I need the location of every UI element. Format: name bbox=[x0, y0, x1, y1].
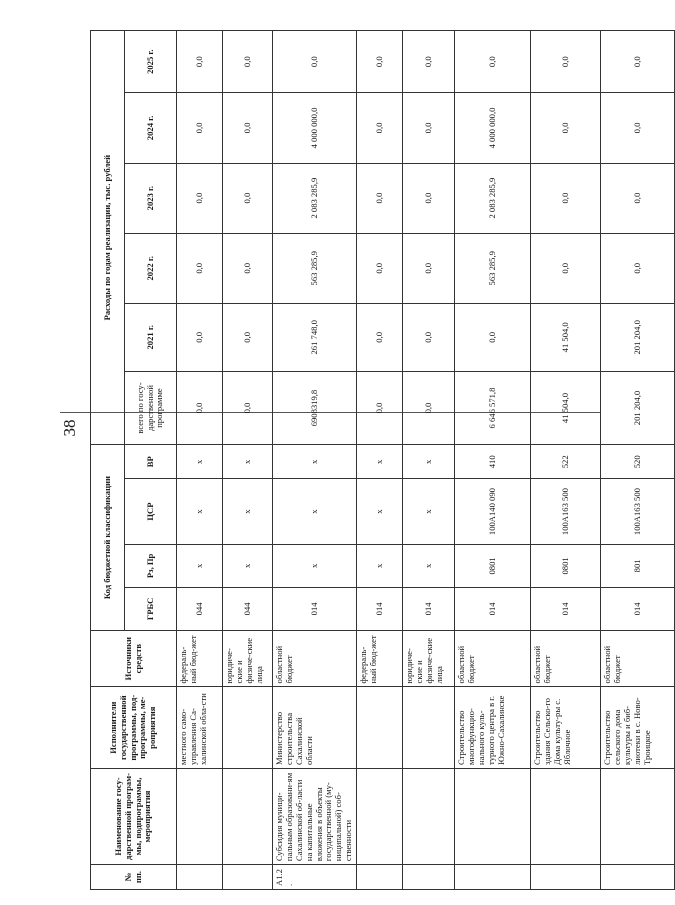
cell-csr: x bbox=[357, 479, 403, 545]
header-csr: ЦСР bbox=[125, 479, 177, 545]
cell-executor: Строительство здания Сельско-го Дома культу-ры с. Яблочное bbox=[531, 687, 601, 768]
cell-name bbox=[601, 768, 675, 864]
table-row bbox=[223, 31, 273, 890]
header-2025: 2025 г. bbox=[125, 31, 177, 93]
cell-executor bbox=[357, 687, 403, 768]
cell-source: федераль-ный бюд-жет bbox=[357, 630, 403, 687]
cell-name bbox=[403, 768, 455, 864]
table-row bbox=[455, 31, 531, 890]
cell-2022: 0,0 bbox=[177, 233, 223, 303]
cell-2022: 0,0 bbox=[531, 233, 601, 303]
cell-total: 201 204,0 bbox=[601, 371, 675, 445]
cell-2025: 0,0 bbox=[223, 31, 273, 93]
cell-total: 0,0 bbox=[177, 371, 223, 445]
cell-source: областной бюджет bbox=[601, 630, 675, 687]
cell-2023: 2 083 285,9 bbox=[455, 163, 531, 233]
cell-rzpr: 0801 bbox=[455, 544, 531, 587]
cell-2024: 4 000 000,0 bbox=[273, 93, 357, 163]
cell-2024: 0,0 bbox=[223, 93, 273, 163]
cell-csr: 100А163 500 bbox=[531, 479, 601, 545]
cell-source: областной бюджет bbox=[273, 630, 357, 687]
cell-source: областной бюджет bbox=[455, 630, 531, 687]
cell-2024: 0,0 bbox=[531, 93, 601, 163]
cell-grbs: 014 bbox=[531, 587, 601, 630]
cell-2022: 563 285,9 bbox=[273, 233, 357, 303]
budget-table bbox=[90, 30, 675, 890]
header-num: № пп. bbox=[91, 865, 177, 890]
cell-name bbox=[531, 768, 601, 864]
cell-num bbox=[601, 865, 675, 890]
cell-2025: 0,0 bbox=[357, 31, 403, 93]
cell-grbs: 014 bbox=[357, 587, 403, 630]
cell-vr: 522 bbox=[531, 445, 601, 479]
cell-num bbox=[357, 865, 403, 890]
header-2024: 2024 г. bbox=[125, 93, 177, 163]
rotated-table-container bbox=[90, 30, 652, 890]
cell-grbs: 014 bbox=[601, 587, 675, 630]
cell-2022: 563 285,9 bbox=[455, 233, 531, 303]
cell-rzpr: x bbox=[177, 544, 223, 587]
cell-2024: 4 000 000,0 bbox=[455, 93, 531, 163]
cell-csr: 100А140 090 bbox=[455, 479, 531, 545]
cell-2023: 0,0 bbox=[403, 163, 455, 233]
page-number: 38 bbox=[60, 419, 79, 437]
cell-2021: 0,0 bbox=[403, 303, 455, 371]
cell-num bbox=[455, 865, 531, 890]
cell-vr: x bbox=[177, 445, 223, 479]
table-row bbox=[531, 31, 601, 890]
header-grbs: ГРБС bbox=[125, 587, 177, 630]
cell-executor: Строительство многофункцио-нального куль-турного центра в г. Южно-Сахалинске bbox=[455, 687, 531, 768]
cell-num: А1.2. bbox=[273, 865, 357, 890]
cell-csr: x bbox=[177, 479, 223, 545]
cell-2024: 0,0 bbox=[403, 93, 455, 163]
cell-num bbox=[177, 865, 223, 890]
cell-2024: 0,0 bbox=[601, 93, 675, 163]
cell-vr: x bbox=[403, 445, 455, 479]
cell-2021: 261 748,0 bbox=[273, 303, 357, 371]
cell-2023: 0,0 bbox=[177, 163, 223, 233]
cell-executor: местного само-управления Са-халинской обла-сти bbox=[177, 687, 223, 768]
cell-rzpr: x bbox=[403, 544, 455, 587]
cell-grbs: 044 bbox=[223, 587, 273, 630]
cell-name bbox=[223, 768, 273, 864]
cell-2025: 0,0 bbox=[531, 31, 601, 93]
table-row bbox=[601, 31, 675, 890]
cell-vr: x bbox=[273, 445, 357, 479]
cell-vr: x bbox=[357, 445, 403, 479]
header-expenses: Расходы по годам реализации, тыс. рублей bbox=[91, 31, 125, 445]
cell-rzpr: x bbox=[357, 544, 403, 587]
header-2023: 2023 г. bbox=[125, 163, 177, 233]
header-2022: 2022 г. bbox=[125, 233, 177, 303]
cell-2023: 0,0 bbox=[223, 163, 273, 233]
cell-2022: 0,0 bbox=[601, 233, 675, 303]
cell-name: Субсидия муници-пальным образовани-ям Сахалинской об-ласти на капитальные вложения в объекты государственной (му-ниципальной) соб-ственности bbox=[273, 768, 357, 864]
header-source: Источники средств bbox=[91, 630, 177, 687]
cell-2025: 0,0 bbox=[601, 31, 675, 93]
cell-num bbox=[403, 865, 455, 890]
cell-source: юридиче-ские и физиче-ские лица bbox=[223, 630, 273, 687]
cell-total: 6 646 571,8 bbox=[455, 371, 531, 445]
cell-2022: 0,0 bbox=[223, 233, 273, 303]
cell-total: 0,0 bbox=[223, 371, 273, 445]
cell-executor bbox=[223, 687, 273, 768]
cell-2021: 0,0 bbox=[223, 303, 273, 371]
cell-rzpr: x bbox=[223, 544, 273, 587]
cell-2021: 0,0 bbox=[177, 303, 223, 371]
table-row bbox=[273, 31, 357, 890]
cell-rzpr: 0801 bbox=[531, 544, 601, 587]
cell-2022: 0,0 bbox=[357, 233, 403, 303]
cell-csr: x bbox=[403, 479, 455, 545]
cell-source: юридиче-ские и физиче-ские лица bbox=[403, 630, 455, 687]
table-row bbox=[403, 31, 455, 890]
cell-2024: 0,0 bbox=[177, 93, 223, 163]
cell-2023: 2 083 285,9 bbox=[273, 163, 357, 233]
cell-total: 0,0 bbox=[403, 371, 455, 445]
cell-2021: 0,0 bbox=[455, 303, 531, 371]
cell-csr: 100А163 500 bbox=[601, 479, 675, 545]
header-vr: ВР bbox=[125, 445, 177, 479]
cell-2023: 0,0 bbox=[357, 163, 403, 233]
cell-2021: 0,0 bbox=[357, 303, 403, 371]
cell-name bbox=[177, 768, 223, 864]
header-2021: 2021 г. bbox=[125, 303, 177, 371]
cell-num bbox=[531, 865, 601, 890]
cell-2024: 0,0 bbox=[357, 93, 403, 163]
cell-total: 41 504,0 bbox=[531, 371, 601, 445]
header-name: Наименование госу-дарственной програм-мы, подпрограммы, мероприятия bbox=[91, 768, 177, 864]
cell-csr: x bbox=[273, 479, 357, 545]
cell-2025: 0,0 bbox=[273, 31, 357, 93]
cell-2025: 0,0 bbox=[177, 31, 223, 93]
header-total: всего по госу-дарственной программе bbox=[125, 371, 177, 445]
cell-grbs: 014 bbox=[273, 587, 357, 630]
cell-source: федераль-ный бюд-жет bbox=[177, 630, 223, 687]
header-budget-code: Код бюджетной классификации bbox=[91, 445, 125, 631]
cell-rzpr: x bbox=[273, 544, 357, 587]
cell-name bbox=[357, 768, 403, 864]
cell-2025: 0,0 bbox=[455, 31, 531, 93]
cell-executor: Министерство строительства Сахалинской области bbox=[273, 687, 357, 768]
cell-executor bbox=[403, 687, 455, 768]
cell-vr: x bbox=[223, 445, 273, 479]
cell-2025: 0,0 bbox=[403, 31, 455, 93]
table-row bbox=[357, 31, 403, 890]
cell-csr: x bbox=[223, 479, 273, 545]
cell-grbs: 044 bbox=[177, 587, 223, 630]
cell-2021: 201 204,0 bbox=[601, 303, 675, 371]
table-row bbox=[177, 31, 223, 890]
cell-2023: 0,0 bbox=[601, 163, 675, 233]
cell-source: областной бюджет bbox=[531, 630, 601, 687]
cell-grbs: 014 bbox=[403, 587, 455, 630]
cell-2022: 0,0 bbox=[403, 233, 455, 303]
cell-2023: 0,0 bbox=[531, 163, 601, 233]
cell-executor: Строительство сельского дома культуры и биб-лиотеки в с. Ново-Троицкое bbox=[601, 687, 675, 768]
cell-vr: 410 bbox=[455, 445, 531, 479]
cell-name bbox=[455, 768, 531, 864]
header-rzpr: Рз, Пр bbox=[125, 544, 177, 587]
cell-2021: 41 504,0 bbox=[531, 303, 601, 371]
cell-total: 6908319,8 bbox=[273, 371, 357, 445]
header-executor: Исполнители государственной программы, под-программы, ме-роприятия bbox=[91, 687, 177, 768]
cell-rzpr: 801 bbox=[601, 544, 675, 587]
cell-num bbox=[223, 865, 273, 890]
cell-total: 0,0 bbox=[357, 371, 403, 445]
cell-grbs: 014 bbox=[455, 587, 531, 630]
cell-vr: 520 bbox=[601, 445, 675, 479]
